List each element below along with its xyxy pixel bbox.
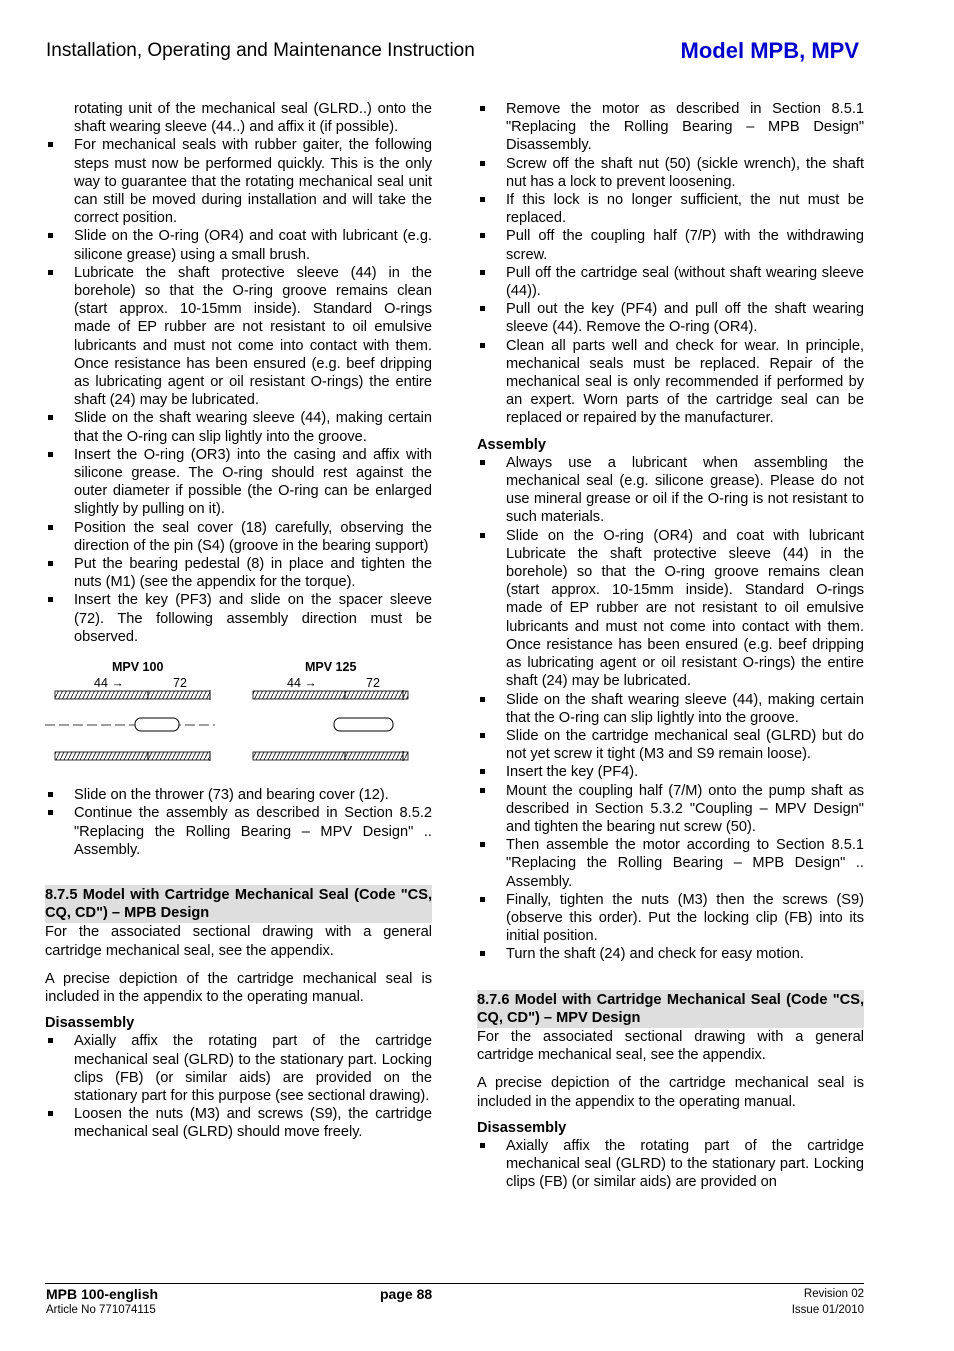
figure-label-72: 72 bbox=[173, 676, 187, 691]
model-title: Model MPB, MPV bbox=[680, 38, 859, 63]
disassembly-heading: Disassembly bbox=[477, 1119, 567, 1136]
list-item: Insert the O-ring (OR3) into the casing and affix with silicone grease. The O-ring should rest against the outer diameter if possible (the O-ring can be enlarged slightly by pulling on it). bbox=[45, 446, 432, 519]
figure-label-mpv100: MPV 100 bbox=[112, 660, 164, 675]
bullet-list bbox=[477, 100, 864, 428]
list-item: Turn the shaft (24) and check for easy motion. bbox=[477, 945, 864, 963]
list-item: Slide on the shaft wearing sleeve (44), making certain that the O-ring can slip lightly into the groove. bbox=[477, 691, 864, 727]
footer-issue: Issue 01/2010 bbox=[791, 1304, 864, 1316]
paragraph: For the associated sectional drawing with a general cartridge mechanical seal, see the appendix. bbox=[45, 924, 432, 959]
list-item: Put the bearing pedestal (8) in place and tighten the nuts (M1) (see the appendix for the torque). bbox=[45, 555, 432, 591]
figure-label-mpv125: MPV 125 bbox=[305, 660, 357, 675]
header-title: Installation, Operating and Maintenance Instruction bbox=[46, 40, 475, 61]
left-column bbox=[45, 100, 432, 1142]
bullet-list bbox=[477, 1137, 864, 1192]
section-heading: 8.7.5 Model with Cartridge Mechanical Seal (Code "CS, CQ, CD") – MPB Design bbox=[45, 885, 432, 923]
list-item: Slide on the shaft wearing sleeve (44), making certain that the O-ring can slip lightly into the groove. bbox=[45, 409, 432, 445]
list-item: Position the seal cover (18) carefully, observing the direction of the pin (S4) (groove in the bearing support) bbox=[45, 519, 432, 555]
sleeve-diagram-svg bbox=[45, 654, 432, 780]
figure-label-72: 72 bbox=[366, 676, 380, 691]
section-heading: 8.7.6 Model with Cartridge Mechanical Seal (Code "CS, CQ, CD") – MPV Design bbox=[477, 990, 864, 1028]
footer-document-name: MPB 100-english bbox=[46, 1286, 159, 1302]
right-column bbox=[477, 100, 864, 1192]
list-item: Slide on the cartridge mechanical seal (GLRD) but do not yet screw it tight (M3 and S9 remain loose). bbox=[477, 727, 864, 763]
bullet-list bbox=[45, 786, 432, 859]
list-item: Always use a lubricant when assembling the mechanical seal (e.g. silicone grease). Please do not use mineral grease or oil if the O-ring is not resistant to such materials. bbox=[477, 454, 864, 527]
list-item: Slide on the thrower (73) and bearing cover (12). bbox=[45, 786, 432, 804]
list-item: Loosen the nuts (M3) and screws (S9), the cartridge mechanical seal (GLRD) should move freely. bbox=[45, 1105, 432, 1141]
bullet-list bbox=[45, 1032, 432, 1141]
mpv100-sleeve-drawing bbox=[45, 690, 215, 761]
assembly-direction-figure bbox=[45, 654, 432, 780]
list-item: Slide on the O-ring (OR4) and coat with lubricant (e.g. silicone grease) using a small brush. bbox=[45, 227, 432, 263]
list-item: Finally, tighten the nuts (M3) then the screws (S9) (observe this order). Put the locking clip (FB) into its initial position. bbox=[477, 891, 864, 946]
list-item: Insert the key (PF4). bbox=[477, 763, 864, 781]
list-item: For mechanical seals with rubber gaiter, the following steps must now be performed quickly. This is the only way to guarantee that the rotating mechanical seal unit can still be moved during installation and will take the correct position. bbox=[45, 136, 432, 227]
list-item: Then assemble the motor according to Section 8.5.1 "Replacing the Rolling Bearing – MPB Design" .. Assembly. bbox=[477, 836, 864, 891]
intro-paragraph: rotating unit of the mechanical seal (GLRD..) onto the shaft wearing sleeve (44..) and affix it (if possible). bbox=[74, 101, 432, 136]
list-item: Axially affix the rotating part of the cartridge mechanical seal (GLRD) to the stationary part. Locking clips (FB) (or similar aids) are provided on the stationary part for this purpose (see sectional drawing). bbox=[45, 1032, 432, 1105]
list-item: Pull off the cartridge seal (without shaft wearing sleeve (44)). bbox=[477, 264, 864, 300]
list-item: Mount the coupling half (7/M) onto the pump shaft as described in Section 5.3.2 "Coupling – MPV Design" and tighten the bearing nut screw (50). bbox=[477, 782, 864, 837]
bullet-list bbox=[45, 136, 432, 646]
figure-label-44: 44 → bbox=[287, 676, 317, 691]
footer-article-number: Article No 771074115 bbox=[46, 1304, 156, 1316]
bullet-list bbox=[477, 454, 864, 964]
mpv125-sleeve-drawing bbox=[253, 690, 408, 761]
list-item: Screw off the shaft nut (50) (sickle wrench), the shaft nut has a lock to prevent loosening. bbox=[477, 155, 864, 191]
paragraph: A precise depiction of the cartridge mechanical seal is included in the appendix to the operating manual. bbox=[477, 1075, 864, 1110]
paragraph: For the associated sectional drawing with a general cartridge mechanical seal, see the appendix. bbox=[477, 1028, 864, 1064]
disassembly-heading: Disassembly bbox=[45, 1015, 135, 1032]
list-item: If this lock is no longer sufficient, the nut must be replaced. bbox=[477, 191, 864, 227]
list-item: Pull out the key (PF4) and pull off the shaft wearing sleeve (44). Remove the O-ring (OR4). bbox=[477, 300, 864, 336]
list-item: Continue the assembly as described in Section 8.5.2 "Replacing the Rolling Bearing – MPV Design" .. Assembly. bbox=[45, 804, 432, 859]
figure-label-44: 44 → bbox=[94, 676, 124, 691]
footer-revision: Revision 02 bbox=[803, 1288, 864, 1300]
list-item: Axially affix the rotating part of the cartridge mechanical seal (GLRD) to the stationary part. Locking clips (FB) (or similar aids) are provided on bbox=[477, 1137, 864, 1192]
assembly-heading: Assembly bbox=[477, 436, 546, 453]
list-item: Insert the key (PF3) and slide on the spacer sleeve (72). The following assembly direction must be observed. bbox=[45, 591, 432, 646]
list-item: Remove the motor as described in Section 8.5.1 "Replacing the Rolling Bearing – MPB Design" Disassembly. bbox=[477, 100, 864, 155]
list-item: Pull off the coupling half (7/P) with the withdrawing screw. bbox=[477, 227, 864, 263]
footer-divider bbox=[45, 1283, 864, 1284]
footer-page-number: page 88 bbox=[380, 1286, 433, 1302]
paragraph: A precise depiction of the cartridge mechanical seal is included in the appendix to the operating manual. bbox=[45, 970, 432, 1005]
list-item: Lubricate the shaft protective sleeve (44) in the borehole) so that the O-ring groove remains clean (start approx. 10-15mm inside). Standard O-rings made of EP rubber are not resistant to oil emulsive lubricants and must not come into contact with them. Once resistance has been ensured (e.g. beef dripping as lubricating agent or oil resistant O-rings) the entire shaft (24) may be lubricated. bbox=[45, 264, 432, 410]
list-item: Clean all parts well and check for wear. In principle, mechanical seals must be replaced. Repair of the mechanical seal is only recommended if performed by an expert. Worn parts of the cartridge seal can be replaced or repaired by the manufacturer. bbox=[477, 337, 864, 428]
list-item: Slide on the O-ring (OR4) and coat with lubricant Lubricate the shaft protective sleeve (44) in the borehole) so that the O-ring groove remains clean (start approx. 10-15mm inside). Standard O-rings made of EP rubber are not resistant to oil emulsive lubricants and must not come into contact with them. Once resistance has been ensured (e.g. beef dripping as lubricating agent or oil resistant O-rings) the entire shaft (24) may be lubricated. bbox=[477, 527, 864, 691]
